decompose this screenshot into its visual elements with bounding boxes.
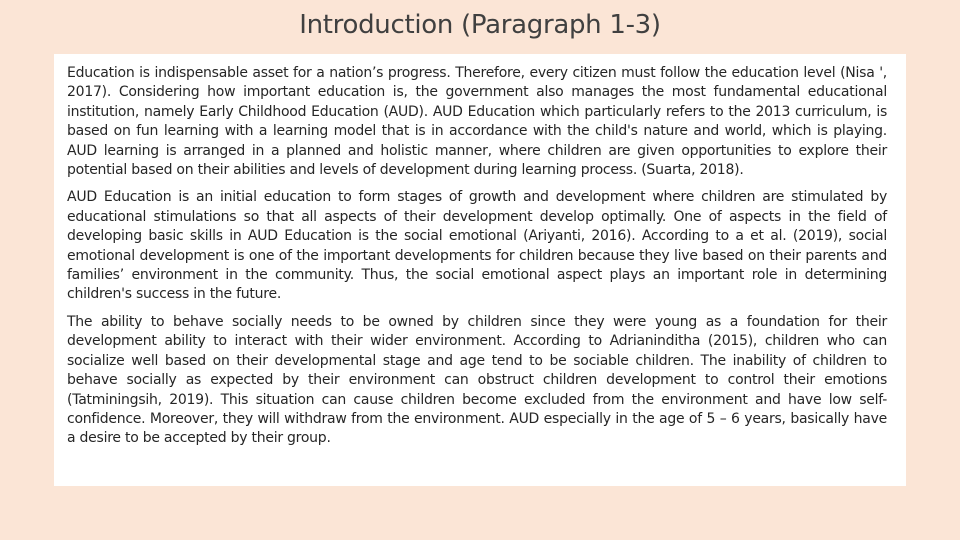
paragraph-2: AUD Education is an initial education to form stages of growth and development where children are stimulated by educational stimulations so that all aspects of their development develop optimally. One of aspects in the field of developing basic skills in AUD Education is the social emotional (Ariyanti, 2016). According to a et al. (2019), social emotional development is one of the important developments for children because they live based on their parents and families’ environment in the community. Thus, the social emotional aspect plays an important role in determining children's success in the future.	[67, 189, 887, 303]
paragraph-3: The ability to behave socially needs to be owned by children since they were young as a foundation for their development ability to interact with their wider environment. According to Adrianinditha (2015), children who can socialize well based on their developmental stage and age tend to be sociable children. The inability of children to behave socially as expected by their environment can obstruct children development to control their emotions (Tatminingsih, 2019). This situation can cause children become excluded from the environment and have low self-confidence. Moreover, they will withdraw from the environment. AUD especially in the age of 5 – 6 years, basically have a desire to be accepted by their group.	[67, 313, 887, 447]
slide-title: Introduction (Paragraph 1-3)	[299, 10, 661, 40]
content-box	[54, 54, 906, 486]
paragraph-1: Education is indispensable asset for a nation’s progress. Therefore, every citizen must follow the education level (Nisa ', 2017). Considering how important education is, the government also manages the most fundamental educational institution, namely Early Childhood Education (AUD). AUD Education which particularly refers to the 2013 curriculum, is based on fun learning with a learning model that is in accordance with the child's nature and world, which is playing. AUD learning is arranged in a planned and holistic manner, where children are given opportunities to explore their potential based on their abilities and levels of development during learning process. (Suarta, 2018).	[67, 65, 887, 179]
